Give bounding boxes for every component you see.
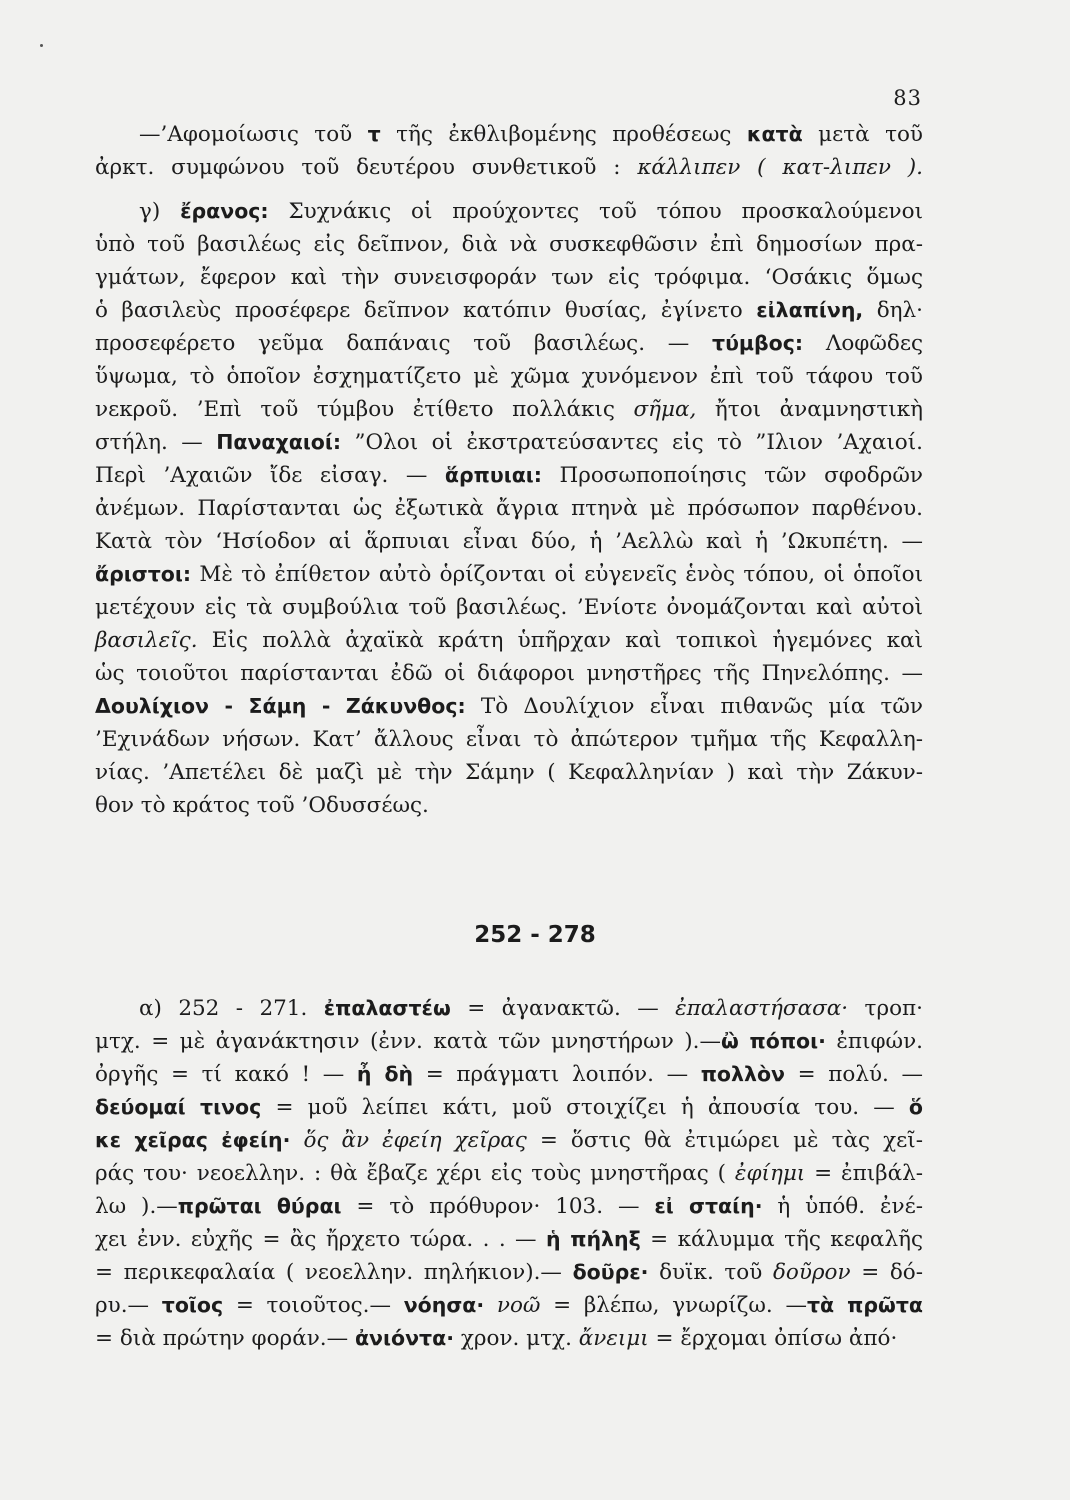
scan-speck (40, 44, 43, 47)
text-line: θον τὸ κράτος τοῦ ’Οδυσσέως. (95, 793, 429, 818)
text-line: ἄριστοι: Μὲ τὸ ἐπίθετον αὐτὸ ὁρίζονται οἱ εὐγενεῖς ἑνὸς τόπου, οἱ ὁποῖοι (95, 562, 923, 587)
text-line: βασιλεῖς. Εἰς πολλὰ ἀχαϊκὰ κράτη ὑπῆρχαν καὶ τοπικοὶ ἡγεμόνες καὶ (95, 628, 923, 653)
text-line: χει ἐνν. εὐχῆς = ἂς ἤρχετο τώρα. . . — ἡ πήληξ = κάλυμμα τῆς κεφαλῆς (95, 1227, 923, 1252)
text-line: ὡς τοιοῦτοι παρίστανται ἐδῶ οἱ διάφοροι μνηστῆρες τῆς Πηνελόπης. — (95, 661, 923, 686)
text-line: ὕψωμα, τὸ ὁποῖον ἐσχηματίζετο μὲ χῶμα χυνόμενον ἐπὶ τοῦ τάφου τοῦ (95, 364, 923, 389)
text-line: ἀρκτ. συμφώνου τοῦ δευτέρου συνθετικοῦ : κάλλιπεν ( κατ-λιπεν ). (95, 155, 923, 180)
text-line: μετέχουν εἰς τὰ συμβούλια τοῦ βασιλέως. ’Ενίοτε ὀνομάζονται καὶ αὐτοὶ (95, 595, 923, 620)
text-line: Δουλίχιον - Σάμη - Ζάκυνθος: Τὸ Δουλίχιον εἶναι πιθανῶς μία τῶν (95, 694, 924, 719)
text-line: = περικεφαλαία ( νεοελλην. πηλήκιον).— δοῦρε· δυϊκ. τοῦ δοῦρον = δό- (95, 1260, 923, 1285)
text-line: ἀνέμων. Παρίστανται ὡς ἐξωτικὰ ἄγρια πτηνὰ μὲ πρόσωπον παρθένου. (95, 496, 923, 521)
text-line: νίας. ’Απετέλει δὲ μαζὶ μὲ τὴν Σάμην ( Κεφαλληνίαν ) καὶ τὴν Ζάκυν- (95, 760, 923, 785)
commentary-text-upper (95, 118, 923, 822)
text-line: στήλη. — Παναχαιοί: ”Ολοι οἱ ἐκστρατεύσαντες εἰς τὸ ”Ιλιον ’Αχαιοί. (95, 430, 923, 455)
text-line: προσεφέρετο γεῦμα δαπάναις τοῦ βασιλέως. — τύμβος: Λοφῶδες (95, 331, 924, 356)
text-line: Περὶ ’Αχαιῶν ἴδε εἰσαγ. — ἅρπυιαι: Προσωποποίησις τῶν σφοδρῶν (95, 463, 923, 488)
text-line: κε χεῖρας ἐφείη· ὅς ἂν ἐφείη χεῖρας = ὅστις θὰ ἐτιμώρει μὲ τὰς χεῖ- (95, 1128, 923, 1153)
text-line: γ) ἔρανος: Συχνάκις οἱ προύχοντες τοῦ τόπου προσκαλούμενοι (139, 199, 924, 224)
text-line: ὁ βασιλεὺς προσέφερε δεῖπνον κατόπιν θυσίας, ἐγίνετο εἰλαπίνη, δηλ· (95, 298, 923, 323)
section-heading: 252 - 278 (474, 922, 596, 948)
text-line: γμάτων, ἔφερον καὶ τὴν συνεισφοράν των εἰς τρόφιμα. ‘Οσάκις ὅμως (95, 265, 923, 290)
text-line: —’Αφομοίωσις τοῦ τ τῆς ἐκθλιβομένης προθέσεως κατὰ μετὰ τοῦ (139, 122, 923, 147)
text-line: ρυ.— τοῖος = τοιοῦτος.— νόησα· νοῶ = βλέπω, γνωρίζω. —τὰ πρῶτα (95, 1293, 923, 1318)
text-line: ’Εχινάδων νήσων. Κατ’ ἄλλους εἶναι τὸ ἀπώτερον τμῆμα τῆς Κεφαλλη- (95, 727, 923, 752)
page-number: 83 (893, 86, 922, 110)
commentary-text-lower (95, 992, 923, 1355)
text-line: ράς του· νεοελλην. : θὰ ἔβαζε χέρι εἰς τοὺς μνηστῆρας ( ἐφίημι = ἐπιβάλ- (95, 1161, 923, 1186)
text-line: ὑπὸ τοῦ βασιλέως εἰς δεῖπνον, διὰ νὰ συσκεφθῶσιν ἐπὶ δημοσίων πρα- (95, 232, 923, 257)
text-line: = διὰ πρώτην φοράν.— ἀνιόντα· χρον. μτχ. ἄνειμι = ἔρχομαι ὀπίσω ἀπό· (95, 1326, 898, 1351)
text-line: Κατὰ τὸν ‘Ησίοδον αἱ ἅρπυιαι εἶναι δύο, ἡ ’Αελλὼ καὶ ἡ ’Ωκυπέτη. — (95, 529, 923, 554)
text-line: λω ).—πρῶται θύραι = τὸ πρόθυρον· 103. — εἰ σταίη· ἡ ὑπόθ. ἐνέ- (95, 1194, 923, 1219)
text-line: δεύομαί τινος = μοῦ λείπει κάτι, μοῦ στοιχίζει ἡ ἀπουσία του. — ὅ (95, 1095, 923, 1120)
text-line: ὀργῆς = τί κακό ! — ἦ δὴ = πράγματι λοιπόν. — πολλὸν = πολύ. — (95, 1062, 923, 1087)
text-line: νεκροῦ. ’Επὶ τοῦ τύμβου ἐτίθετο πολλάκις σῆμα, ἤτοι ἀναμνηστικὴ (95, 397, 923, 422)
text-line: α) 252 - 271. ἐπαλαστέω = ἀγανακτῶ. — ἐπαλαστήσασα· τροπ· (139, 996, 923, 1021)
text-line: μτχ. = μὲ ἀγανάκτησιν (ἐνν. κατὰ τῶν μνηστήρων ).—ὢ πόποι· ἐπιφών. (95, 1029, 923, 1054)
